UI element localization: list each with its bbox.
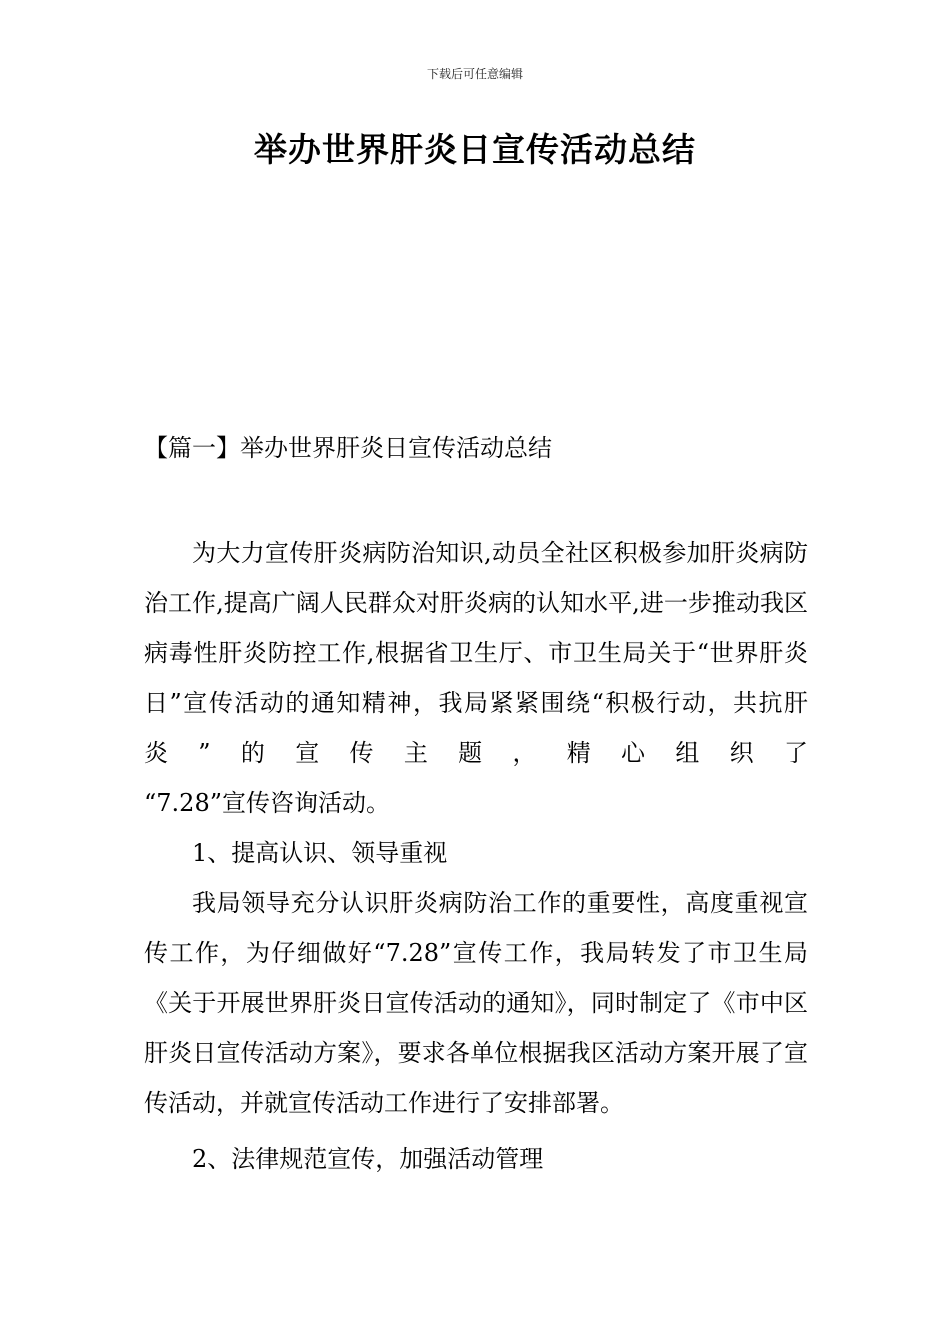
subheading-2: 2、法律规范宣传，加强活动管理 [192, 1145, 544, 1173]
document-body [144, 528, 808, 1184]
subheading-1: 1、提高认识、领导重视 [192, 839, 448, 867]
body-paragraph-1: 为大力宣传肝炎病防治知识,动员全社区积极参加肝炎病防治工作,提高广阔人民群众对肝炎病的认知水平,进一步推动我区病毒性肝炎防控工作,根据省卫生厅、市卫生局关于“世界肝炎日”宣传活动的通知精神，我局紧紧围绕“积极行动，共抗肝炎”的宣传主题，精心组织了 [144, 539, 808, 767]
header-note: 下载后可任意编辑 [426, 67, 523, 81]
section-heading: 【篇一】举办世界肝炎日宣传活动总结 [144, 434, 552, 462]
body-paragraph-2: 我局领导充分认识肝炎病防治工作的重要性，高度重视宣传工作，为仔细做好“7.28”宣传工作，我局转发了市卫生局《关于开展世界肝炎日宣传活动的通知》，同时制定了《市中区肝炎日宣传活动方案》，要求各单位根据我区活动方案开展了宣传活动，并就宣传活动工作进行了安排部署。 [144, 889, 808, 1117]
body-paragraph-1-end: “7.28”宣传咨询活动。 [144, 789, 390, 817]
document-title: 举办世界肝炎日宣传活动总结 [254, 130, 696, 169]
